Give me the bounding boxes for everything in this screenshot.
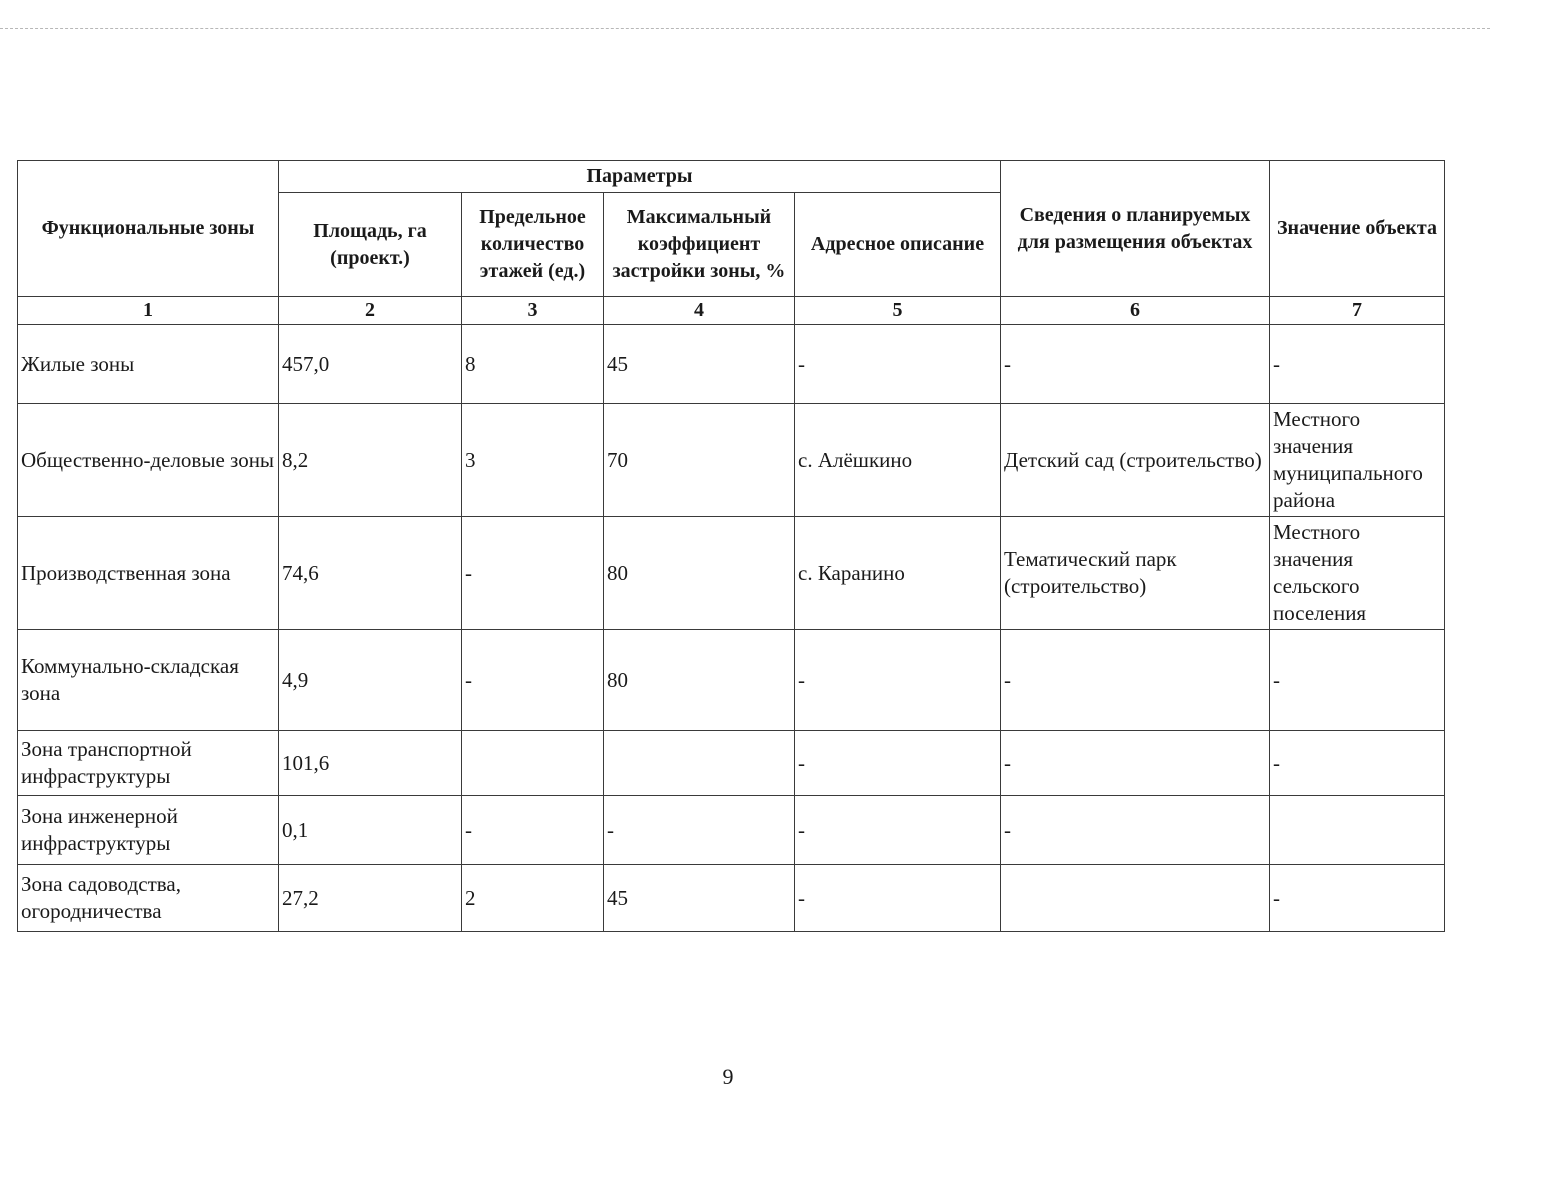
scan-top-rule xyxy=(0,28,1490,29)
page-number: 9 xyxy=(722,1064,734,1089)
zone-name: Коммунально-складская зона xyxy=(18,630,279,731)
header-significance: Значение объекта xyxy=(1270,161,1445,297)
zone-planned-objects: Детский сад (строительство) xyxy=(1001,404,1270,517)
zone-coefficient: 80 xyxy=(604,630,795,731)
zone-planned-objects: - xyxy=(1001,731,1270,796)
header-planned-objects: Сведения о планируемых для размещения объектах xyxy=(1001,161,1270,297)
zone-address: - xyxy=(795,731,1001,796)
zone-significance: Местного значения сельского поселения xyxy=(1270,517,1445,630)
header-address: Адресное описание xyxy=(795,193,1001,297)
zone-coefficient xyxy=(604,731,795,796)
zone-significance xyxy=(1270,796,1445,865)
zone-name: Зона транспортной инфраструктуры xyxy=(18,731,279,796)
zone-address: - xyxy=(795,630,1001,731)
zone-area: 8,2 xyxy=(279,404,462,517)
column-number: 4 xyxy=(604,297,795,325)
zone-planned-objects: - xyxy=(1001,796,1270,865)
zone-coefficient: 80 xyxy=(604,517,795,630)
functional-zones-table xyxy=(17,160,1445,932)
zone-address: с. Алёшкино xyxy=(795,404,1001,517)
zone-area: 74,6 xyxy=(279,517,462,630)
zone-address: - xyxy=(795,865,1001,932)
zone-address: - xyxy=(795,325,1001,404)
zone-area: 0,1 xyxy=(279,796,462,865)
column-number-row xyxy=(18,297,1445,325)
zone-planned-objects: - xyxy=(1001,630,1270,731)
header-row-top xyxy=(18,161,1445,193)
column-number: 1 xyxy=(18,297,279,325)
zone-significance: - xyxy=(1270,731,1445,796)
zone-area: 27,2 xyxy=(279,865,462,932)
zone-significance: - xyxy=(1270,630,1445,731)
zone-significance: - xyxy=(1270,325,1445,404)
column-number: 2 xyxy=(279,297,462,325)
zone-area: 101,6 xyxy=(279,731,462,796)
zone-name: Производственная зона xyxy=(18,517,279,630)
zone-name: Зона инженерной инфраструктуры xyxy=(18,796,279,865)
table-row xyxy=(18,731,1445,796)
table-row xyxy=(18,865,1445,932)
zone-coefficient: 70 xyxy=(604,404,795,517)
header-coefficient: Максимальный коэффициент застройки зоны, % xyxy=(604,193,795,297)
zone-significance: - xyxy=(1270,865,1445,932)
column-number: 6 xyxy=(1001,297,1270,325)
zone-coefficient: - xyxy=(604,796,795,865)
zone-area: 4,9 xyxy=(279,630,462,731)
header-zones: Функциональные зоны xyxy=(18,161,279,297)
zone-floors: - xyxy=(462,630,604,731)
table-row xyxy=(18,630,1445,731)
table-row xyxy=(18,517,1445,630)
zone-name: Общественно-деловые зоны xyxy=(18,404,279,517)
zone-floors: 8 xyxy=(462,325,604,404)
zone-planned-objects xyxy=(1001,865,1270,932)
zone-name: Жилые зоны xyxy=(18,325,279,404)
zone-coefficient: 45 xyxy=(604,325,795,404)
zone-address: с. Каранино xyxy=(795,517,1001,630)
zone-floors: 2 xyxy=(462,865,604,932)
table-row xyxy=(18,796,1445,865)
zone-name: Зона садоводства, огородничества xyxy=(18,865,279,932)
header-parameters: Параметры xyxy=(279,161,1001,193)
header-area: Площадь, га (проект.) xyxy=(279,193,462,297)
zone-coefficient: 45 xyxy=(604,865,795,932)
zone-planned-objects: - xyxy=(1001,325,1270,404)
zone-floors: - xyxy=(462,517,604,630)
zone-floors: - xyxy=(462,796,604,865)
zone-floors: 3 xyxy=(462,404,604,517)
zone-area: 457,0 xyxy=(279,325,462,404)
table-row xyxy=(18,325,1445,404)
column-number: 5 xyxy=(795,297,1001,325)
header-floors: Предельное количество этажей (ед.) xyxy=(462,193,604,297)
table-row xyxy=(18,404,1445,517)
zone-significance: Местного значения муниципального района xyxy=(1270,404,1445,517)
column-number: 7 xyxy=(1270,297,1445,325)
zone-planned-objects: Тематический парк (строительство) xyxy=(1001,517,1270,630)
zone-address: - xyxy=(795,796,1001,865)
zone-floors xyxy=(462,731,604,796)
column-number: 3 xyxy=(462,297,604,325)
